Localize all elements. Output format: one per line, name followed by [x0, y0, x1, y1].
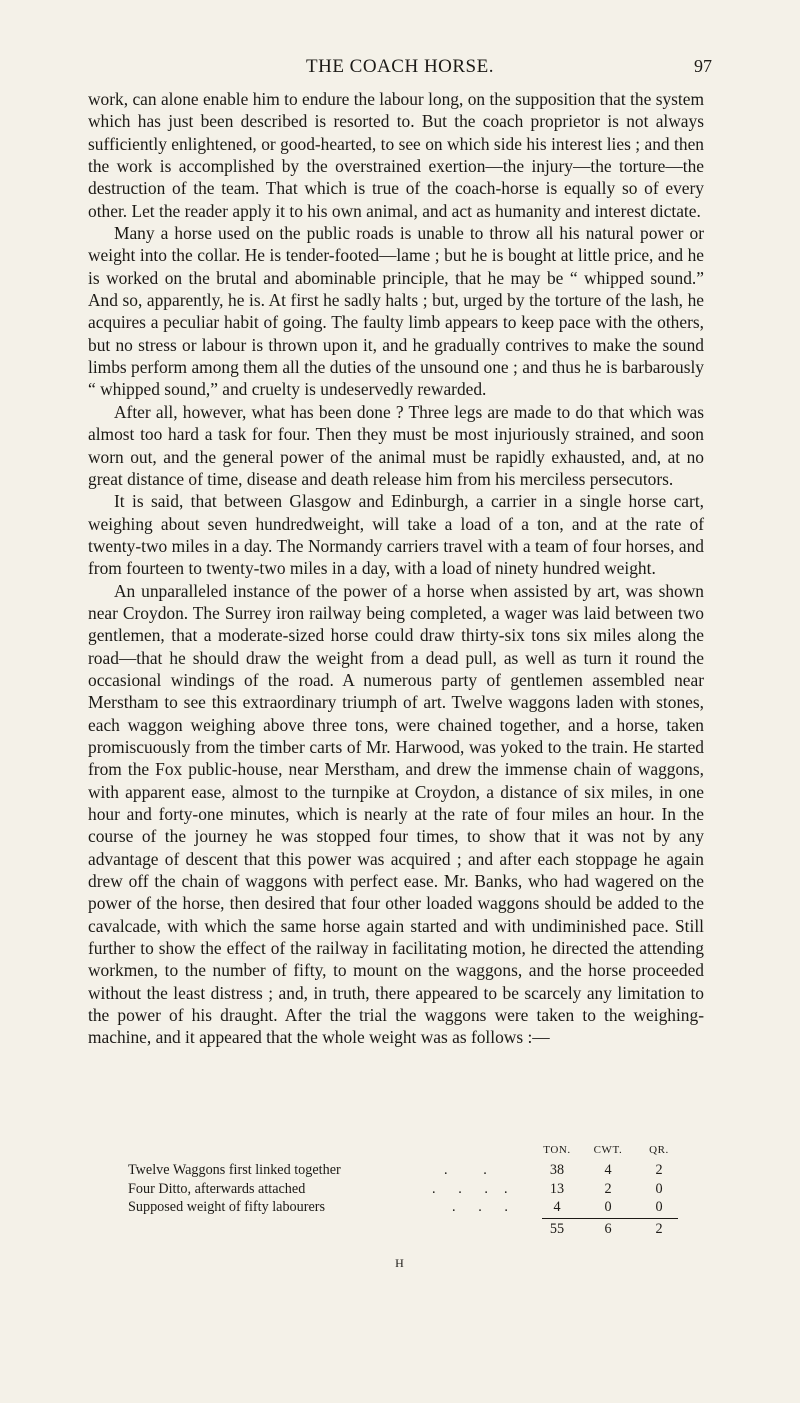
- dot-leader: . . . .: [432, 1180, 511, 1197]
- table-total-row: [88, 1218, 712, 1238]
- column-header-cwt: CWT.: [593, 1144, 623, 1156]
- body-text: [88, 88, 704, 1049]
- column-header-ton: TON.: [543, 1144, 571, 1156]
- cell-cwt: 4: [604, 1162, 612, 1178]
- row-label: Supposed weight of fifty labourers: [128, 1199, 326, 1215]
- cell-ton: 4: [553, 1199, 561, 1215]
- total-qr: 2: [655, 1220, 663, 1237]
- total-cwt: 6: [604, 1220, 612, 1237]
- table-row: [88, 1162, 712, 1181]
- paragraph: work, can alone enable him to endure the labour long, on the supposition that the system which has just been described is resorted to. But the coach proprietor is not always sufficiently enlightened, or good-hearted, to see on which side his interest lies ; and then the work is accomplished by the overstrained exertion—the injury—the torture—the destruction of the team. That which is true of the coach-horse is equally so of every other. Let the reader apply it to his own animal, and act as humanity and interest dictate.: [88, 89, 704, 221]
- running-header: [88, 56, 712, 82]
- sum-rule: [542, 1218, 678, 1219]
- paragraph: An unparalleled instance of the power of a horse when assisted by art, was shown near Croydon. The Surrey iron railway being completed, a wager was laid between two gentlemen, that a moderate-sized horse could draw thirty-six tons six miles along the road—that he should draw the weight from a dead pull, as well as turn it round the occasional windings of the road. A numerous party of gentlemen assembled near Merstham to see this extraordinary triumph of art. Twelve waggons laden with stones, each waggon weighing above three tons, were chained together, and a horse, taken promiscuously from the timber carts of Mr. Harwood, was yoked to the train. He started from the Fox public-house, near Merstham, and drew the immense chain of waggons, with apparent ease, almost to the turnpike at Croydon, a distance of six miles, in one hour and forty-one minutes, which is nearly at the rate of four miles an hour. In the course of the journey he was stopped four times, to show that it was not by any advantage of descent that this power was acquired ; and after each stoppage he again drew off the chain of waggons with perfect ease. Mr. Banks, who had wagered on the power of the horse, then desired that four other loaded waggons should be added to the cavalcade, with which the same horse again started and with undiminished pace. Still further to show the effect of the railway in facilitating motion, he directed the attending workmen, to the number of fifty, to mount on the waggons, and the horse proceeded without the least distress ; and, in truth, there appeared to be scarcely any limitation to the power of his draught. After the trial the waggons were taken to the weighing-machine, and it appeared that the whole weight was as follows :—: [88, 580, 704, 1048]
- cell-qr: 2: [655, 1162, 663, 1178]
- dot-leader: . . .: [452, 1199, 511, 1215]
- paragraph: After all, however, what has been done ? Three legs are made to do that which was almost too hard a task for four. Then they must be most injuriously strained, and soon worn out, and the general power of the animal must be rapidly exhausted, and, at no great distance of time, disease and death release him from his merciless persecutors.: [88, 401, 704, 489]
- page-number: 97: [694, 56, 712, 76]
- cell-cwt: 0: [604, 1199, 612, 1215]
- paragraph: It is said, that between Glasgow and Edinburgh, a carrier in a single horse cart, weighing about seven hundredweight, will take a load of a ton, and at the rate of twenty-two miles in a day. The Normandy carriers travel with a team of four horses, and from fourteen to twenty-two miles in a day, with a load of ninety hundred weight.: [88, 491, 704, 579]
- table-row: [88, 1181, 712, 1200]
- cell-qr: 0: [655, 1180, 663, 1197]
- cell-ton: 13: [549, 1180, 565, 1197]
- total-ton: 55: [549, 1220, 565, 1237]
- cell-qr: 0: [655, 1199, 663, 1215]
- cell-cwt: 2: [604, 1180, 612, 1197]
- paragraph: Many a horse used on the public roads is unable to throw all his natural power or weight into the collar. He is tender-footed—lame ; but he is bought at little price, and he is worked on the brutal and abominable principle, that he may be “ whipped sound.” And so, apparently, he is. At first he sadly halts ; but, urged by the torture of the lash, he acquires a peculiar habit of going. The faulty limb appears to keep pace with the others, but no stress or labour is thrown upon it, and he gradually contrives to make the sound limbs perform among them all the duties of the unsound one ; and thus he is barbarously “ whipped sound,” and cruelty is undeservedly rewarded.: [88, 223, 704, 400]
- signature-mark: H: [395, 1256, 405, 1270]
- row-label: Twelve Waggons first linked together: [128, 1162, 341, 1178]
- table-header: [88, 1144, 712, 1162]
- cell-ton: 38: [549, 1162, 565, 1178]
- running-title: THE COACH HORSE.: [306, 56, 494, 77]
- table-row: [88, 1199, 712, 1218]
- weights-table: [88, 1144, 712, 1238]
- row-label: Four Ditto, afterwards attached: [128, 1180, 306, 1197]
- dot-leader: . .: [444, 1162, 490, 1178]
- column-header-qr: QR.: [649, 1144, 669, 1156]
